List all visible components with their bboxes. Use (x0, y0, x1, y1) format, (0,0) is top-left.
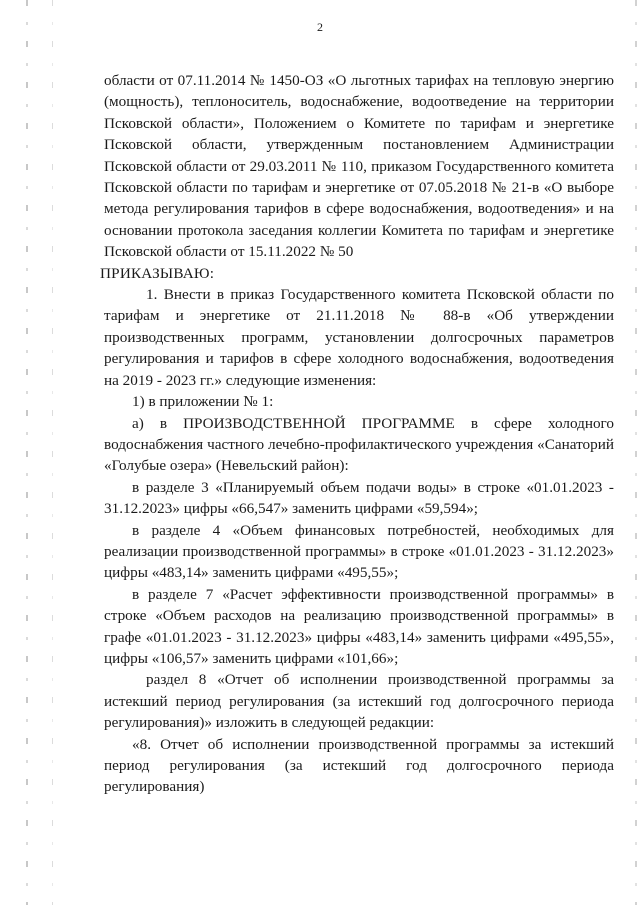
section-8-paragraph: раздел 8 «Отчет об исполнении производственной программы за истекший период регулирования (за истекший год долгосрочного периода регулирования)» изложить в следующей редакции: (104, 671, 614, 732)
page-number: 2 (317, 20, 323, 34)
annex-1-paragraph: 1) в приложении № 1: (132, 393, 274, 411)
scan-edge-right (635, 0, 637, 905)
preamble-paragraph: области от 07.11.2014 № 1450-ОЗ «О льготных тарифах на тепловую энергию (мощность), теплоноситель, водоснабжение, водоотведение на территории Псковской области», Положением о Комитете по тарифам и энергетике Псковской области, утвержденным постановлением Администрации Псковской области от 29.03.2011 № 110, приказом Государственного комитета Псковской области по тарифам и энергетике от 07.05.2018 № 21-в «О выборе метода регулирования тарифов в сфере водоснабжения, водоотведения» и на основании протокола заседания коллегии Комитета по тарифам и энергетике Псковской области от 15.11.2022 № 50 (104, 72, 614, 261)
section-8-new-text-paragraph: «8. Отчет об исполнении производственной программы за истекший период регулирования (за истекший год долгосрочного периода регулирования) (104, 735, 614, 796)
sub-item-a-paragraph: а) в ПРОИЗВОДСТВЕННОЙ ПРОГРАММЕ в сфере холодного водоснабжения частного лечебно-профилактического учреждения «Санаторий «Голубые озера» (Невельский район): (104, 414, 614, 475)
order-heading: ПРИКАЗЫВАЮ: (100, 264, 215, 282)
document-body (100, 70, 614, 798)
item-1-paragraph: 1. Внести в приказ Государственного комитета Псковской области по тарифам и энергетике от 21.11.2018 № 88-в «Об утверждении производственных программ, установлении долгосрочных параметров регулирования и тарифов в сфере холодного водоснабжения, водоотведения на 2019 - 2023 гг.» следующие изменения: (104, 286, 614, 389)
section-3-paragraph: в разделе 3 «Планируемый объем подачи воды» в строке «01.01.2023 - 31.12.2023» цифры «66,547» заменить цифрами «59,594»; (104, 478, 614, 518)
scan-edge-left (26, 0, 28, 905)
section-7-paragraph: в разделе 7 «Расчет эффективности производственной программы» в строке «Объем расходов на реализацию производственной программы» в графе «01.01.2023 - 31.12.2023» цифры «483,14» заменить цифрами «495,55», цифры «106,57» заменить цифрами «101,66»; (104, 585, 614, 667)
section-4-paragraph: в разделе 4 «Объем финансовых потребностей, необходимых для реализации производственной программы» в строке «01.01.2023 - 31.12.2023» цифры «483,14» заменить цифрами «495,55»; (104, 521, 614, 582)
scan-edge-left-faint (52, 0, 53, 905)
